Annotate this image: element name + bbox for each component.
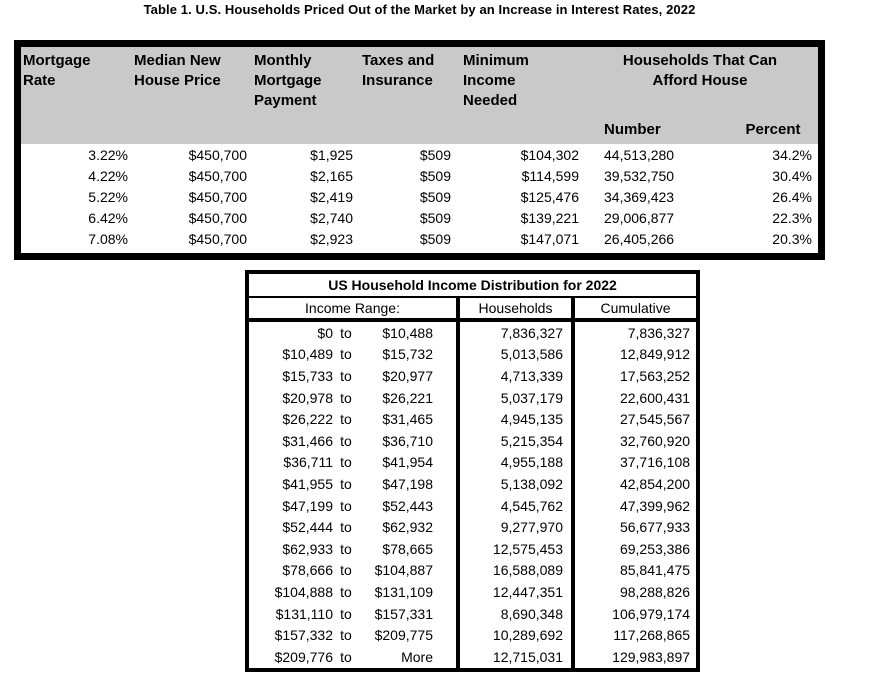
cell-cumulative: 129,983,897 [573, 646, 696, 668]
to-label: to [340, 540, 352, 557]
cell-households: 9,277,970 [458, 516, 573, 538]
cell-households: 16,588,089 [458, 560, 573, 582]
income-low: $104,888 [274, 583, 333, 600]
to-label: to [340, 454, 352, 471]
cell-income-range [249, 387, 458, 409]
cell-afford-percent: 34.2% [772, 146, 812, 163]
cell-income-range [249, 560, 458, 582]
cell-afford-number: 26,405,266 [604, 230, 675, 247]
header-spacer [454, 115, 582, 144]
table-row [249, 452, 696, 474]
to-label: to [340, 627, 352, 644]
cell-income-range [249, 344, 458, 366]
income-low: $209,776 [274, 648, 333, 665]
col-header-monthly-mortgage-payment: Monthly Mortgage Payment [251, 47, 356, 115]
income-low: $62,933 [282, 540, 333, 557]
cell-households: 5,013,586 [458, 344, 573, 366]
cell-cumulative: 98,288,826 [573, 581, 696, 603]
cell-income-range [249, 603, 458, 625]
to-label: to [340, 432, 352, 449]
table-row [249, 560, 696, 582]
col-header-households-that-can-afford-house: Households That Can Afford House [582, 47, 818, 115]
income-table-title-row [249, 274, 696, 297]
income-low: $41,955 [282, 475, 333, 492]
cell-households: 5,037,179 [458, 387, 573, 409]
table-row [249, 430, 696, 452]
income-high: More [401, 648, 433, 665]
income-high: $131,109 [374, 583, 433, 600]
cell-cumulative: 22,600,431 [573, 387, 696, 409]
col-header-households: Households [458, 297, 573, 320]
cell-afford-number: 44,513,280 [604, 146, 675, 163]
cell-households: 5,215,354 [458, 430, 573, 452]
cell-cumulative: 85,841,475 [573, 560, 696, 582]
col-header-median-new-house-price: Median New House Price [131, 47, 251, 115]
cell-households: 4,955,188 [458, 452, 573, 474]
priced-out-table-header [21, 47, 818, 144]
income-high: $26,221 [382, 389, 433, 406]
cell-income-range [249, 581, 458, 603]
cell-cumulative: 69,253,386 [573, 538, 696, 560]
table-row [249, 538, 696, 560]
header-spacer [21, 115, 131, 144]
cell-cumulative: 117,268,865 [573, 624, 696, 646]
to-label: to [340, 346, 352, 363]
table-row [249, 365, 696, 387]
income-high: $209,775 [374, 627, 433, 644]
cell-households: 4,945,135 [458, 408, 573, 430]
cell-mortgage-rate: 5.22% [88, 188, 128, 205]
cell-income-range [249, 516, 458, 538]
cell-afford-percent: 30.4% [772, 167, 812, 184]
col-header-mortgage-rate: Mortgage Rate [21, 47, 131, 115]
cell-afford-percent: 22.3% [772, 209, 812, 226]
cell-income-range [249, 320, 458, 344]
to-label: to [340, 497, 352, 514]
cell-cumulative: 7,836,327 [573, 320, 696, 344]
income-high: $78,665 [382, 540, 433, 557]
cell-afford-percent: 20.3% [772, 230, 812, 247]
header-spacer [251, 115, 356, 144]
table-row [249, 603, 696, 625]
cell-income-range [249, 365, 458, 387]
cell-taxes-insurance: $509 [419, 230, 451, 247]
table-row [21, 207, 818, 228]
to-label: to [340, 519, 352, 536]
cell-median-price: $450,700 [188, 230, 247, 247]
income-table-header-row [249, 297, 696, 320]
table-row [249, 624, 696, 646]
cell-median-price: $450,700 [188, 209, 247, 226]
income-high: $104,887 [374, 562, 433, 579]
income-table-title: US Household Income Distribution for 2022 [249, 274, 696, 297]
income-low: $47,199 [282, 497, 333, 514]
cell-households: 12,447,351 [458, 581, 573, 603]
income-distribution-table [245, 270, 700, 672]
cell-income-range [249, 646, 458, 668]
cell-min-income: $139,221 [520, 209, 579, 226]
cell-mortgage-rate: 7.08% [88, 230, 128, 247]
cell-mortgage-rate: 6.42% [88, 209, 128, 226]
cell-income-range [249, 408, 458, 430]
income-high: $52,443 [382, 497, 433, 514]
table-row [21, 228, 818, 253]
cell-income-range [249, 430, 458, 452]
to-label: to [340, 648, 352, 665]
cell-taxes-insurance: $509 [419, 167, 451, 184]
cell-afford-number: 39,532,750 [604, 167, 675, 184]
cell-cumulative: 42,854,200 [573, 473, 696, 495]
table-row [249, 581, 696, 603]
cell-monthly-payment: $2,740 [310, 209, 353, 226]
table-row [249, 646, 696, 668]
page-title: Table 1. U.S. Households Priced Out of the Market by an Increase in Interest Rates, 2022 [143, 2, 696, 17]
table-row [249, 320, 696, 344]
cell-households: 5,138,092 [458, 473, 573, 495]
to-label: to [340, 411, 352, 428]
priced-out-table [14, 40, 825, 260]
cell-min-income: $125,476 [520, 188, 579, 205]
income-low: $52,444 [282, 519, 333, 536]
cell-cumulative: 56,677,933 [573, 516, 696, 538]
cell-cumulative: 47,399,962 [573, 495, 696, 517]
header-spacer [356, 115, 454, 144]
cell-income-range [249, 538, 458, 560]
cell-mortgage-rate: 3.22% [88, 146, 128, 163]
cell-monthly-payment: $2,165 [310, 167, 353, 184]
table-row [21, 186, 818, 207]
income-low: $157,332 [274, 627, 333, 644]
to-label: to [340, 389, 352, 406]
to-label: to [340, 324, 352, 341]
cell-households: 8,690,348 [458, 603, 573, 625]
cell-cumulative: 12,849,912 [573, 344, 696, 366]
cell-households: 4,545,762 [458, 495, 573, 517]
col-header-number: Number [582, 115, 690, 144]
cell-cumulative: 17,563,252 [573, 365, 696, 387]
cell-taxes-insurance: $509 [419, 188, 451, 205]
table-row [249, 344, 696, 366]
table-row [249, 495, 696, 517]
cell-min-income: $147,071 [520, 230, 579, 247]
income-low: $131,110 [275, 605, 333, 622]
cell-income-range [249, 452, 458, 474]
cell-min-income: $104,302 [520, 146, 579, 163]
income-high: $20,977 [382, 367, 433, 384]
cell-taxes-insurance: $509 [419, 209, 451, 226]
cell-households: 12,715,031 [458, 646, 573, 668]
cell-cumulative: 32,760,920 [573, 430, 696, 452]
income-low: $10,489 [282, 346, 333, 363]
to-label: to [340, 475, 352, 492]
col-header-cumulative: Cumulative [573, 297, 696, 320]
cell-afford-number: 29,006,877 [604, 209, 675, 226]
cell-cumulative: 106,979,174 [573, 603, 696, 625]
income-high: $15,732 [382, 346, 433, 363]
income-high: $31,465 [382, 411, 433, 428]
cell-households: 12,575,453 [458, 538, 573, 560]
income-high: $47,198 [382, 475, 433, 492]
cell-median-price: $450,700 [188, 167, 247, 184]
cell-mortgage-rate: 4.22% [88, 167, 128, 184]
cell-households: 4,713,339 [458, 365, 573, 387]
cell-min-income: $114,599 [521, 167, 579, 184]
cell-monthly-payment: $2,419 [310, 188, 353, 205]
cell-income-range [249, 624, 458, 646]
cell-afford-number: 34,369,423 [604, 188, 675, 205]
col-header-income-range: Income Range: [249, 297, 458, 320]
table-row [249, 516, 696, 538]
cell-monthly-payment: $1,925 [310, 146, 353, 163]
income-high: $157,331 [374, 605, 433, 622]
cell-cumulative: 27,545,567 [573, 408, 696, 430]
income-high: $36,710 [382, 432, 433, 449]
table-row [21, 165, 818, 186]
table-row [249, 387, 696, 409]
col-header-percent: Percent [690, 115, 818, 144]
table-row [249, 473, 696, 495]
to-label: to [340, 367, 352, 384]
income-high: $41,954 [382, 454, 433, 471]
income-low: $31,466 [282, 432, 333, 449]
col-header-minimum-income-needed: Minimum Income Needed [454, 47, 582, 115]
income-low: $36,711 [283, 454, 333, 471]
cell-cumulative: 37,716,108 [573, 452, 696, 474]
to-label: to [340, 605, 352, 622]
income-low: $78,666 [282, 562, 333, 579]
table-row [249, 408, 696, 430]
income-low: $0 [317, 324, 333, 341]
to-label: to [340, 583, 352, 600]
income-high: $10,488 [382, 324, 433, 341]
income-low: $20,978 [282, 389, 333, 406]
cell-income-range [249, 473, 458, 495]
col-header-taxes-and-insurance: Taxes and Insurance [356, 47, 454, 115]
header-spacer [131, 115, 251, 144]
to-label: to [340, 562, 352, 579]
income-low: $26,222 [282, 411, 333, 428]
cell-monthly-payment: $2,923 [310, 230, 353, 247]
income-low: $15,733 [282, 367, 333, 384]
cell-afford-percent: 26.4% [772, 188, 812, 205]
cell-median-price: $450,700 [188, 146, 247, 163]
table-row [21, 144, 818, 165]
cell-income-range [249, 495, 458, 517]
cell-taxes-insurance: $509 [419, 146, 451, 163]
cell-households: 7,836,327 [458, 320, 573, 344]
cell-households: 10,289,692 [458, 624, 573, 646]
income-high: $62,932 [382, 519, 433, 536]
cell-median-price: $450,700 [188, 188, 247, 205]
